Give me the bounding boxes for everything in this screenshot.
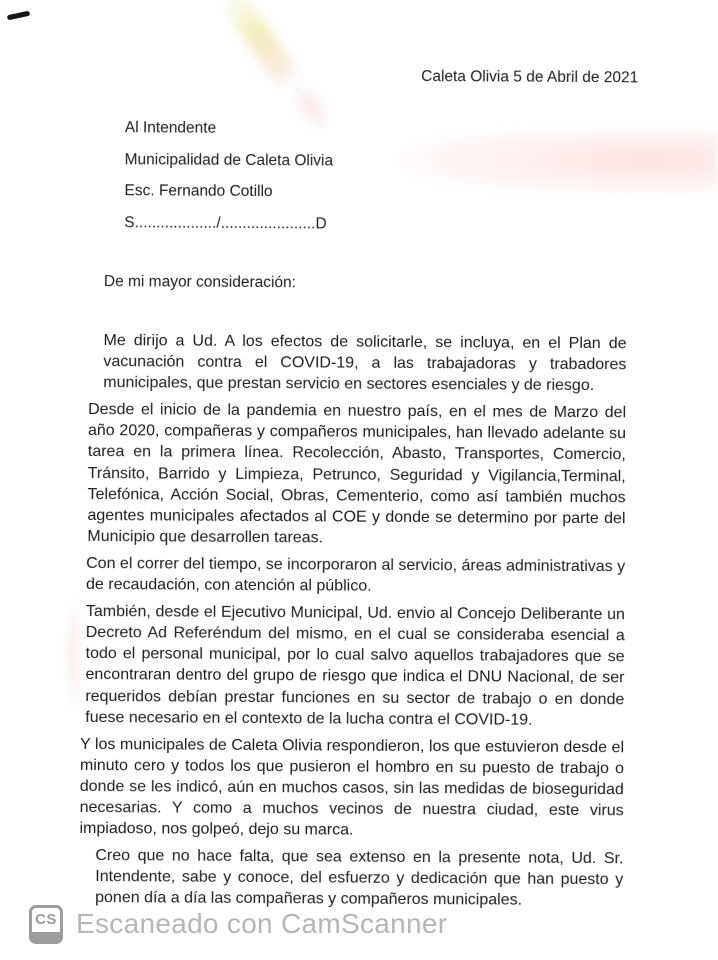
cs-icon-base	[32, 932, 60, 941]
recipient-block	[124, 112, 333, 239]
paragraph-1: Me dirijo a Ud. A los efectos de solicitarle, se incluya, en el Plan de vacunación contra el COVID-19, a las trabajadoras y trabadores municipales, que prestan servicio en sectores esenciales y de riesgo.	[103, 332, 627, 395]
recipient-line-s-d: S.................../......................D	[124, 213, 327, 232]
camscanner-label: Escaneado con CamScanner	[76, 908, 448, 939]
paragraph-3: Con el correr del tiempo, se incorporaron al servicio, áreas administrativas y de recaudación, con atención al público.	[85, 554, 626, 595]
cs-icon-letters: CS	[35, 910, 57, 928]
salutation: De mi mayor consideración:	[103, 273, 297, 292]
recipient-line-organization: Municipalidad de Caleta Olivia	[124, 150, 334, 169]
letter-paragraphs	[79, 330, 627, 918]
recipient-line-name: Esc. Fernando Cotillo	[124, 182, 273, 201]
camscanner-watermark	[29, 903, 447, 945]
paragraph-5: Y los municipales de Caleta Olivia respondieron, los que estuvieron desde el minuto cero y todos los que pusieron el hombro en su puesto de trabajo o donde se les indicó, aún en muchos casos, sin las medidas de bioseguridad necesarias. Y como a muchos vecinos de nuestra ciudad, este virus impiadoso, nos golpeó, dejo su marca.	[79, 735, 625, 839]
paragraph-6: Creo que no hace falta, que sea extenso en la presente nota, Ud. Sr. Intendente, sabe y conoce, del esfuerzo y dedicación que han puesto y ponen día a día las compañeras y compañeros municipales.	[95, 847, 624, 909]
paragraph-4: También, desde el Ejecutivo Municipal, Ud. envio al Concejo Deliberante un Decreto Ad Referéndum del mismo, en el cual se consideraba esencial a todo el personal municipal, por lo cual salvo aquellos trabajadores que se encontraran dentro del grupo de riesgo que indica el DNU Nacional, de ser requeridos debían prestar funciones en su sector de trabajo o en donde fuese necesario en el contexto de la lucha contra el COVID-19.	[85, 603, 625, 729]
recipient-line-to: Al Intendente	[124, 119, 217, 137]
paragraph-2: Desde el inicio de la pandemia en nuestro país, en el mes de Marzo del año 2020, compañeras y compañeros municipales, han llevado adelante su tarea en la primera línea. Recolección, Abasto, Transportes, Comercio, Tránsito, Barrido y Limpieza, Petrunco, Seguridad y Vigilancia,Terminal, Telefónica, Acción Social, Obras, Cementerio, como así también muchos agentes municipales afectados al COE y donde se determino por parte del Municipio que desarrollen tareas.	[87, 401, 627, 547]
camscanner-icon	[29, 905, 63, 944]
date-line: Caleta Olivia 5 de Abril de 2021	[421, 68, 639, 87]
